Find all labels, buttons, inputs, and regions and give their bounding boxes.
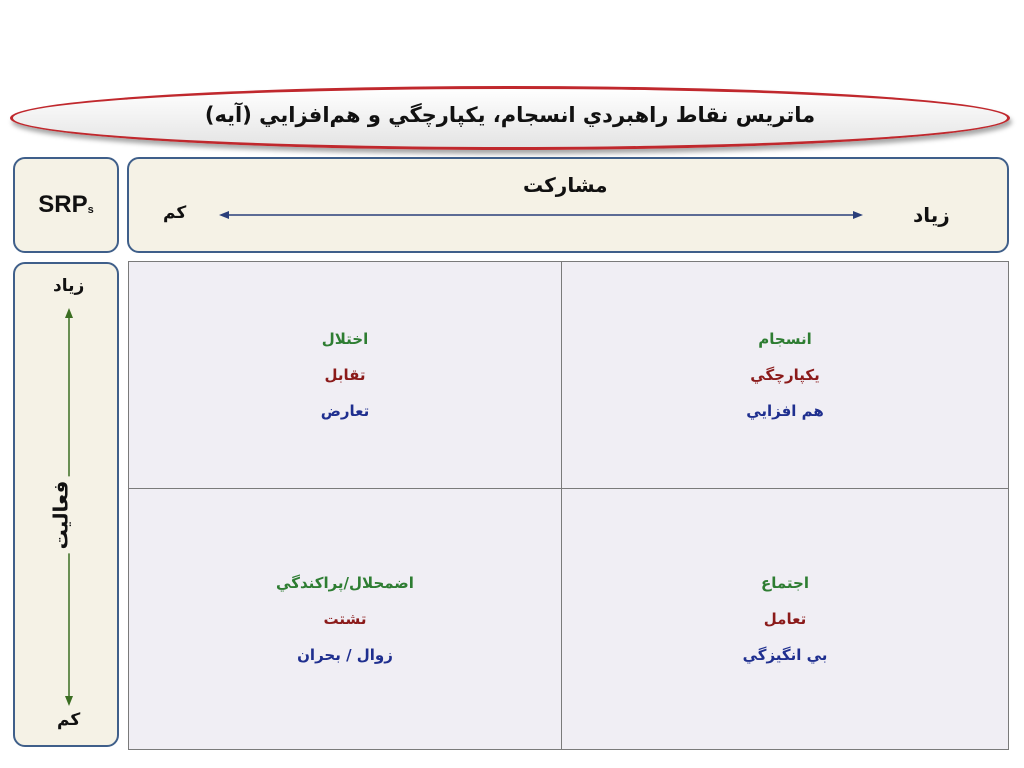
participation-axis-label: مشاركت: [523, 173, 608, 197]
quadrant-top-left-line-1: اختلال: [321, 330, 369, 348]
slide-title: ماتريس نقاط راهبردي انسجام، يكپارچگي و هم‌افزايي (آيه): [204, 103, 816, 127]
activity-high-label: زياد: [53, 276, 85, 296]
srp-label: SRP: [38, 191, 88, 218]
participation-high-label: زياد: [913, 203, 950, 227]
quadrant-bottom-right-line-3: بي انگيزگي: [742, 646, 828, 664]
srp-label-box: [13, 157, 119, 253]
activity-axis-panel: [13, 262, 119, 747]
participation-axis-panel: [127, 157, 1009, 253]
quadrant-bottom-right: [562, 489, 1008, 749]
quadrant-top-right-line-2: يكپارچگي: [750, 366, 820, 384]
quadrant-bottom-left-line-2: تشتت: [323, 610, 367, 628]
participation-low-label: كم: [163, 203, 187, 223]
quadrant-bottom-left-line-3: زوال / بحران: [297, 646, 393, 664]
quadrant-top-left: [129, 262, 562, 489]
quadrant-bottom-left-line-1: اضمحلال/پراكندگي: [276, 574, 414, 592]
strategy-matrix: [128, 261, 1009, 750]
participation-axis-arrow: [129, 159, 1011, 255]
title-banner: [10, 86, 1010, 150]
quadrant-top-left-line-3: تعارض: [320, 402, 370, 420]
activity-low-label: كم: [57, 710, 81, 730]
quadrant-top-right: [562, 262, 1008, 489]
quadrant-top-right-line-3: هم افزايي: [746, 402, 824, 420]
quadrant-top-right-line-1: انسجام: [758, 330, 812, 348]
quadrant-bottom-right-line-1: اجتماع: [761, 574, 810, 592]
activity-axis-label-wrap: [45, 480, 75, 550]
quadrant-top-left-line-2: تقابل: [324, 366, 366, 384]
srp-label-subscript: s: [87, 204, 94, 216]
activity-axis-label: فعاليت: [48, 477, 72, 554]
quadrant-bottom-left: [129, 489, 562, 749]
quadrant-bottom-right-line-2: تعامل: [763, 610, 807, 628]
